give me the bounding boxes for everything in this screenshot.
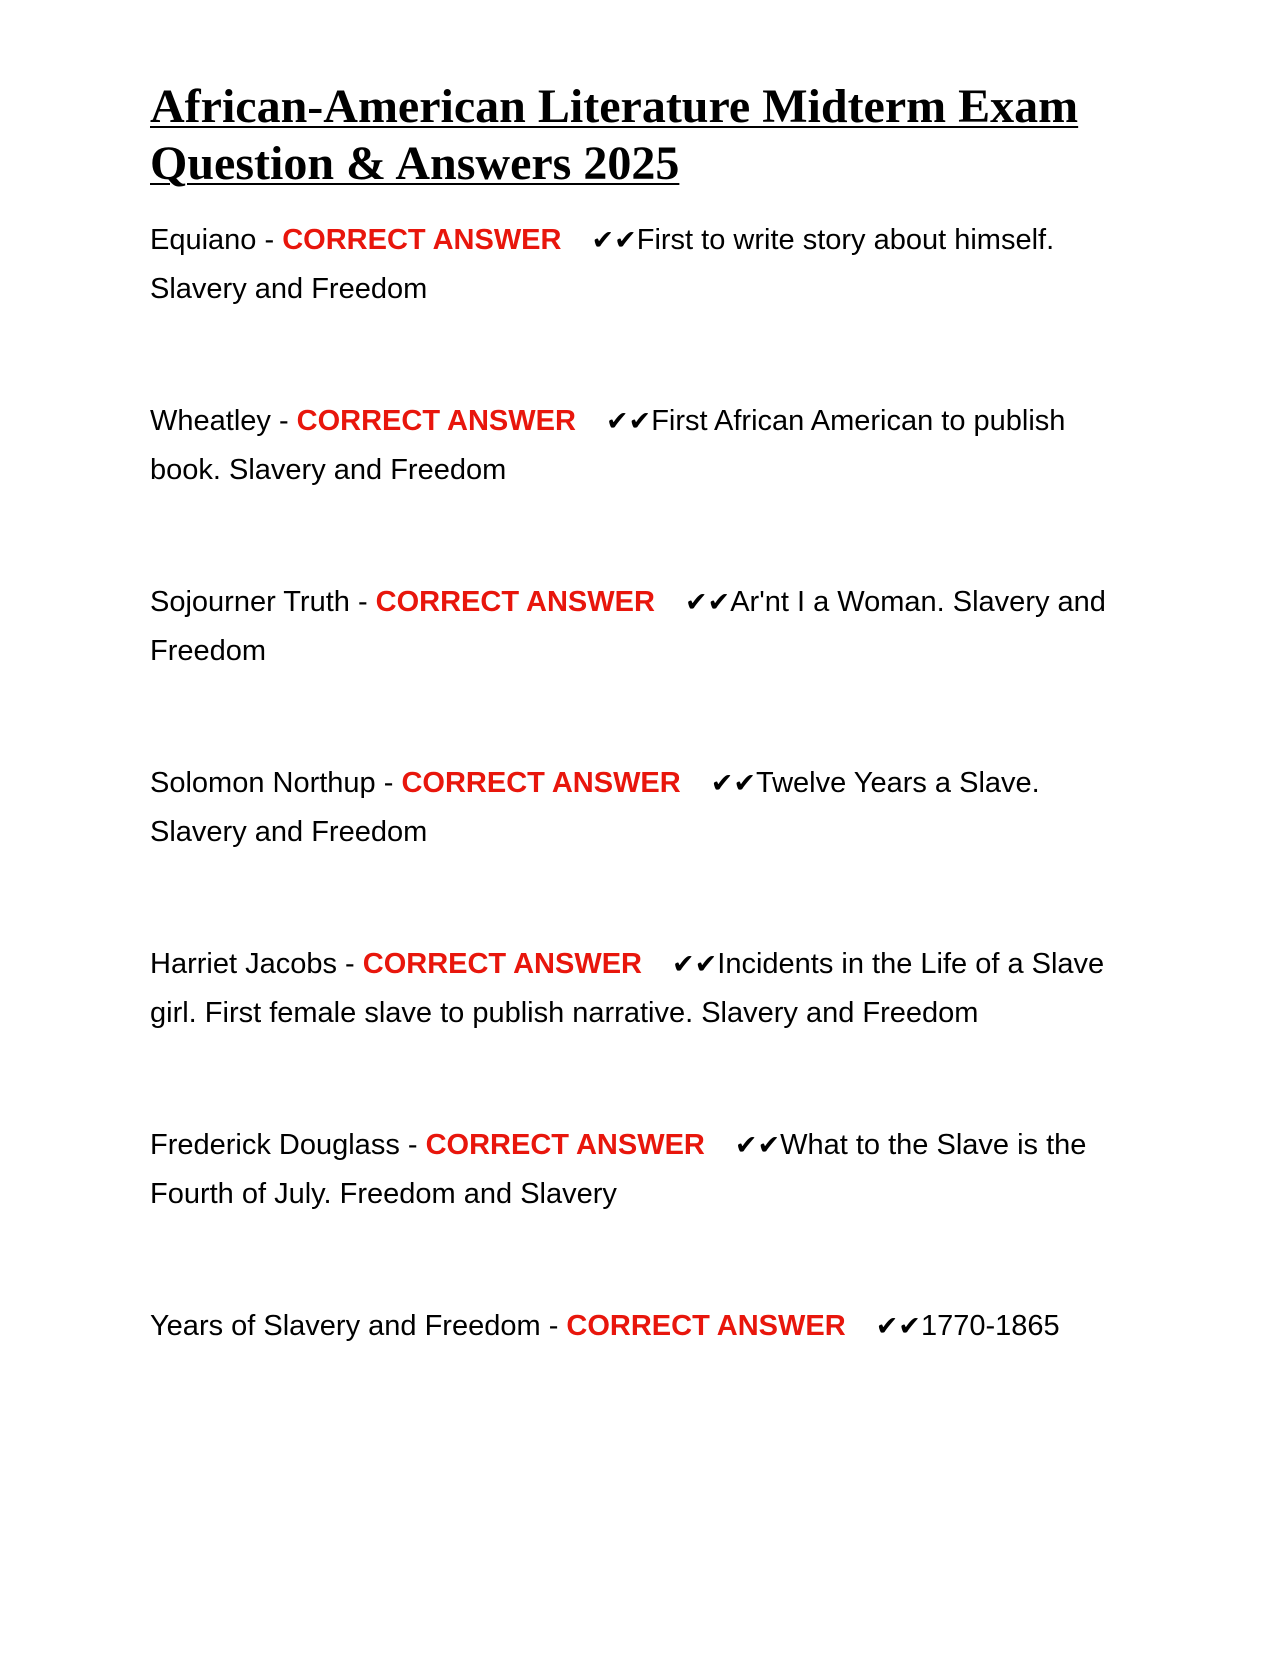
qa-item-equiano [150, 216, 1140, 313]
check-mark-icon: ✔✔ [591, 225, 637, 256]
document-title: African-American Literature Midterm Exam Question & Answers 2025 [150, 80, 1079, 190]
qa-item-wheatley [150, 397, 1140, 494]
check-mark-icon: ✔✔ [672, 949, 718, 980]
document-page [150, 78, 1140, 1351]
correct-answer-label: CORRECT ANSWER [362, 948, 643, 980]
answer: What to the Slave is the Fourth of July. Freedom and Slavery [150, 1129, 1087, 1210]
qa-item-sojourner-truth [150, 578, 1140, 675]
separator: - [256, 224, 283, 256]
qa-item-frederick-douglass [150, 1121, 1140, 1218]
correct-answer-label: CORRECT ANSWER [282, 224, 562, 256]
separator: - [540, 1310, 567, 1342]
answer: First to write story about himself. Slavery and Freedom [150, 224, 1055, 305]
answer: Twelve Years a Slave. Slavery and Freedom [150, 767, 1040, 848]
check-mark-icon: ✔✔ [684, 587, 731, 618]
separator: - [336, 948, 363, 980]
qa-list [150, 216, 1140, 1351]
check-mark-icon: ✔✔ [605, 406, 652, 437]
correct-answer-label: CORRECT ANSWER [296, 405, 576, 437]
separator: - [399, 1129, 426, 1161]
answer: 1770-1865 [920, 1310, 1060, 1342]
correct-answer-label: CORRECT ANSWER [375, 586, 655, 618]
check-mark-icon: ✔✔ [734, 1130, 781, 1161]
answer: First African American to publish book. Slavery and Freedom [150, 405, 1066, 486]
qa-item-harriet-jacobs [150, 940, 1140, 1037]
separator: - [270, 405, 297, 437]
qa-item-years-of-slavery-and-freedom [150, 1302, 1140, 1351]
check-mark-icon: ✔✔ [875, 1311, 921, 1342]
separator: - [349, 586, 376, 618]
answer: Incidents in the Life of a Slave girl. First female slave to publish narrative. Slavery and Freedom [150, 948, 1105, 1029]
term: Solomon Northup [150, 767, 376, 799]
term: Wheatley [150, 405, 271, 437]
check-mark-icon: ✔✔ [710, 768, 756, 799]
separator: - [375, 767, 402, 799]
term: Years of Slavery and Freedom [150, 1310, 541, 1342]
correct-answer-label: CORRECT ANSWER [425, 1129, 705, 1161]
correct-answer-label: CORRECT ANSWER [566, 1310, 846, 1342]
term: Harriet Jacobs [150, 948, 337, 980]
correct-answer-label: CORRECT ANSWER [401, 767, 681, 799]
qa-item-solomon-northup [150, 759, 1140, 856]
term: Sojourner Truth [150, 586, 350, 618]
term: Equiano [150, 224, 257, 256]
answer: Ar'nt I a Woman. Slavery and Freedom [150, 586, 1106, 667]
term: Frederick Douglass [150, 1129, 400, 1161]
